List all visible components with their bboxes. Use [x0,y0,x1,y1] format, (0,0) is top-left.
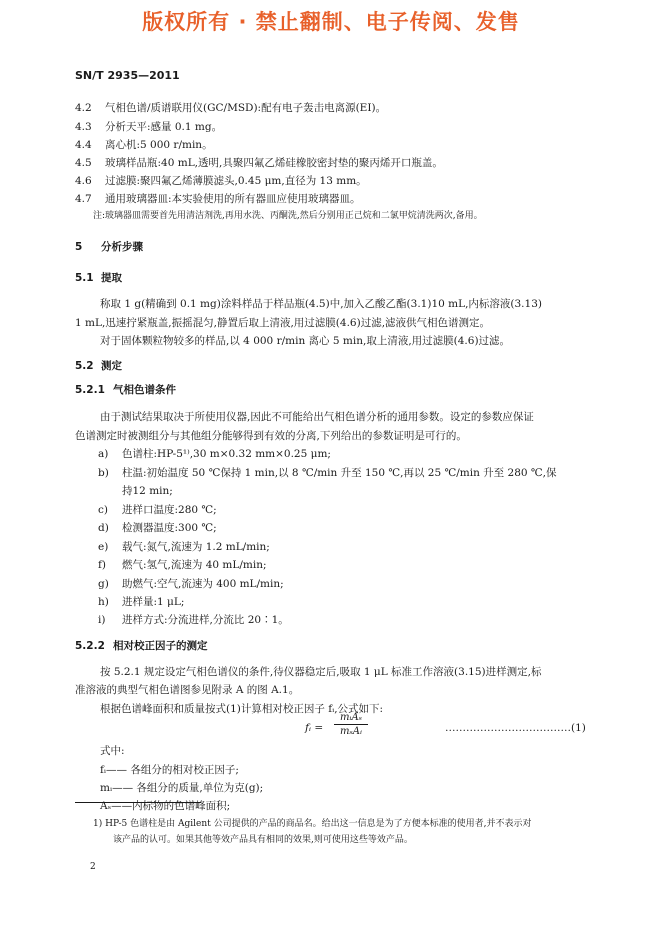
paragraph-line: 称取 1 g(精确到 0.1 mg)涂料样品于样品瓶(4.5)中,加入乙酸乙酯(3.1)10 mL,内标溶液(3.13) [100,298,542,310]
fraction-bar [334,724,368,725]
gc-condition: d) 检测器温度:300 ℃; [98,522,217,534]
gc-condition: f) 燃气:氢气,流速为 40 mL/min; [98,559,267,571]
gc-condition: e) 载气:氮气,流速为 1.2 mL/min; [98,541,270,553]
paragraph-line: 根据色谱峰面积和质量按式(1)计算相对校正因子 fᵢ,公式如下: [100,703,384,715]
paragraph-line: 1 mL,迅速拧紧瓶盖,振摇混匀,静置后取上清液,用过滤膜(4.6)过滤,滤液供气相色谱测定。 [75,317,491,329]
formula-lhs: fᵢ = [305,722,324,734]
apparatus-item: 4.7 通用玻璃器皿:本实验使用的所有器皿应使用玻璃器皿。 [75,193,361,205]
apparatus-item: 4.6 过滤膜:聚四氟乙烯薄膜滤头,0.45 μm,直径为 13 mm。 [75,175,367,187]
apparatus-item: 4.3 分析天平:感量 0.1 mg。 [75,121,223,133]
apparatus-item: 4.2 气相色谱/质谱联用仪(GC/MSD):配有电子轰击电离源(EI)。 [75,102,387,114]
gc-condition: g) 助燃气:空气,流速为 400 mL/min; [98,578,284,590]
where-label: 式中: [100,745,125,757]
gc-condition-continued: 持12 min; [122,485,173,497]
subsection-heading: 5.2.1 气相色谱条件 [75,384,176,396]
subsection-heading: 5.2 测定 [75,360,122,372]
paragraph-line: 按 5.2.1 规定设定气相色谱仪的条件,待仪器稳定后,吸取 1 μL 标准工作溶液(3.15)进样测定,标 [100,666,542,678]
subsection-heading: 5.1 提取 [75,272,122,284]
apparatus-item: 4.4 离心机:5 000 r/min。 [75,139,213,151]
page-number: 2 [90,862,96,872]
gc-condition: i) 进样方式:分流进样,分流比 20∶1。 [98,614,289,626]
paragraph-line: 准溶液的典型气相色谱图参见附录 A 的图 A.1。 [75,684,300,696]
gc-condition: h) 进样量:1 μL; [98,596,185,608]
apparatus-item: 4.5 玻璃样品瓶:40 mL,透明,具聚四氟乙烯硅橡胶密封垫的聚丙烯开口瓶盖。 [75,157,443,169]
formula-fraction [334,712,368,737]
gc-condition: b) 柱温:初始温度 50 ℃保持 1 min,以 8 ℃/min 升至 150 ℃,再以 25 ℃/min 升至 280 ℃,保 [98,467,557,479]
definition-item: fᵢ—— 各组分的相对校正因子; [100,764,239,776]
paragraph-line: 对于固体颗粒物较多的样品,以 4 000 r/min 离心 5 min,取上清液,用过滤膜(4.6)过滤。 [100,335,511,347]
formula-denominator: mₛAᵢ [339,726,363,737]
formula-numerator: mᵢAₛ [339,712,363,723]
standard-id: SN/T 2935—2011 [75,69,180,82]
apparatus-note: 注:玻璃器皿需要首先用清洁剂洗,再用水洗、丙酮洗,然后分别用正己烷和二氯甲烷清洗两次,备用。 [93,211,483,221]
footnote-line: 1) HP-5 色谱柱是由 Agilent 公司提供的产品的商品名。给出这一信息是为了方便本标准的使用者,并不表示对 [93,819,532,829]
footnote-line: 该产品的认可。如果其他等效产品具有相同的效果,则可使用这些等效产品。 [113,835,413,845]
section-heading: 5 分析步骤 [75,241,143,253]
definition-item: Aₛ——内标物的色谱峰面积; [100,800,231,812]
subsection-heading: 5.2.2 相对校正因子的测定 [75,640,208,652]
gc-condition: c) 进样口温度:280 ℃; [98,504,217,516]
formula-number: ………………………………(1) [445,722,586,734]
footnote-rule [75,802,201,803]
paragraph-line: 色谱测定时被测组分与其他组分能够得到有效的分离,下列给出的参数证明是可行的。 [75,430,467,442]
paragraph-line: 由于测试结果取决于所使用仪器,因此不可能给出气相色谱分析的通用参数。设定的参数应保证 [100,411,534,423]
definition-item: mᵢ—— 各组分的质量,单位为克(g); [100,782,264,794]
watermark-banner: 版权所有 · 禁止翻制、电子传阅、发售 [142,10,520,34]
gc-condition: a) 色谱柱:HP-5¹⁾,30 m×0.32 mm×0.25 μm; [98,448,331,460]
